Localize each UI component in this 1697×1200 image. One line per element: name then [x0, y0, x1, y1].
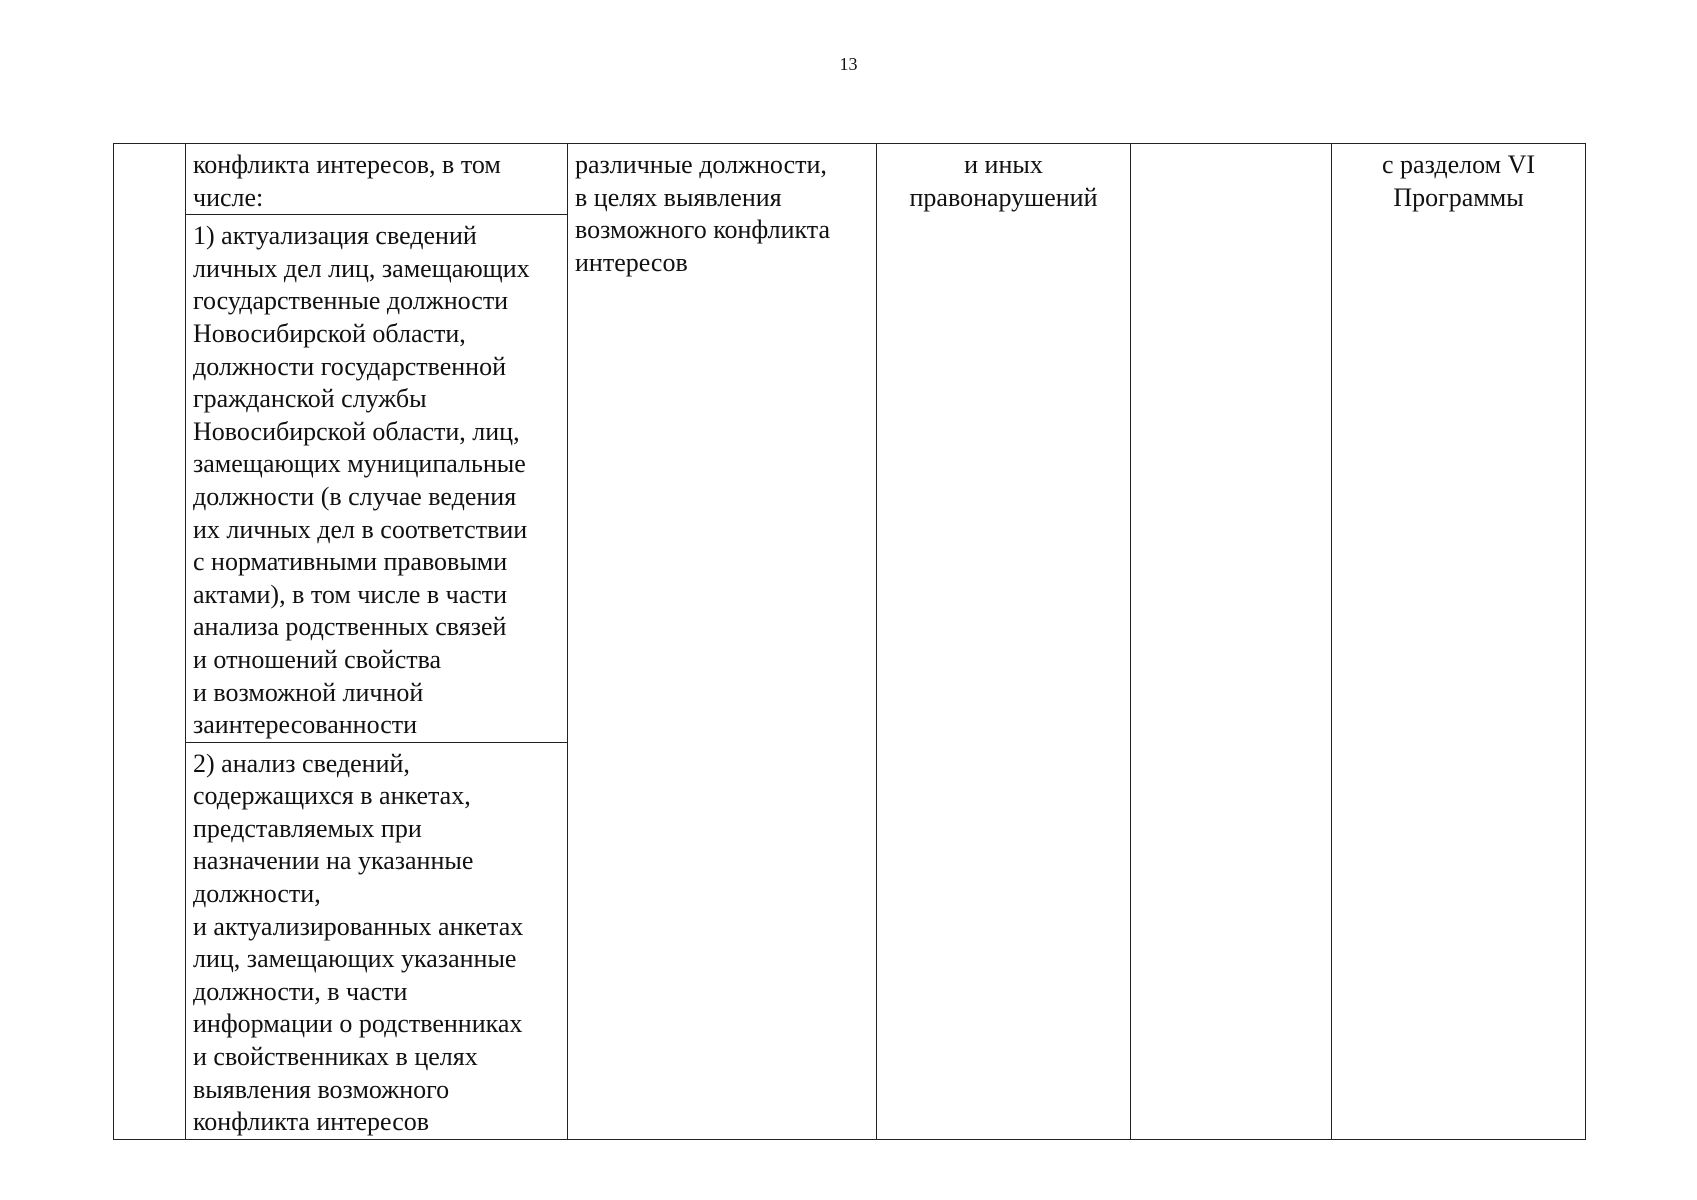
measure-intro-text: конфликта интересов, в том числе:: [193, 150, 501, 212]
cell-result: [877, 144, 1131, 1140]
measures-table: [113, 143, 1586, 1140]
result-text: и иных правонарушений: [909, 150, 1098, 212]
cell-section-reference: [1332, 144, 1586, 1140]
table-row: [114, 144, 1586, 215]
section-reference-text: с разделом VI Программы: [1381, 150, 1536, 212]
page-number: 13: [839, 54, 858, 74]
cell-measure-intro: [186, 144, 568, 215]
measure-item-2-text: 2) анализ сведений, содержащихся в анкетах, представляемых при назначении на указанные должности, и актуализированных анкетах лиц, замещающих указанные должности, в части информации о родственниках и свойственниках в целях выявления возможного конфликта интересов: [193, 748, 524, 1137]
purpose-text: различные должности, в целях выявления возможного конфликта интересов: [575, 150, 831, 277]
cell-purpose: [568, 144, 877, 1140]
cell-measure-item-2: [186, 742, 568, 1139]
cell-empty: [1131, 144, 1332, 1140]
cell-number: [114, 144, 186, 1140]
cell-measure-item-1: [186, 215, 568, 743]
measure-item-1-text: 1) актуализация сведений личных дел лиц, замещающих государственные должности Новосибирской области, должности государственной гражданской службы Новосибирской области, лиц, замещающих муниципальные должности (в случае ведения их личных дел в соответствии с нормативными правовыми актами), в том числе в части анализа родственных связей и отношений свойства и возможной личной заинтересованности: [193, 221, 530, 740]
